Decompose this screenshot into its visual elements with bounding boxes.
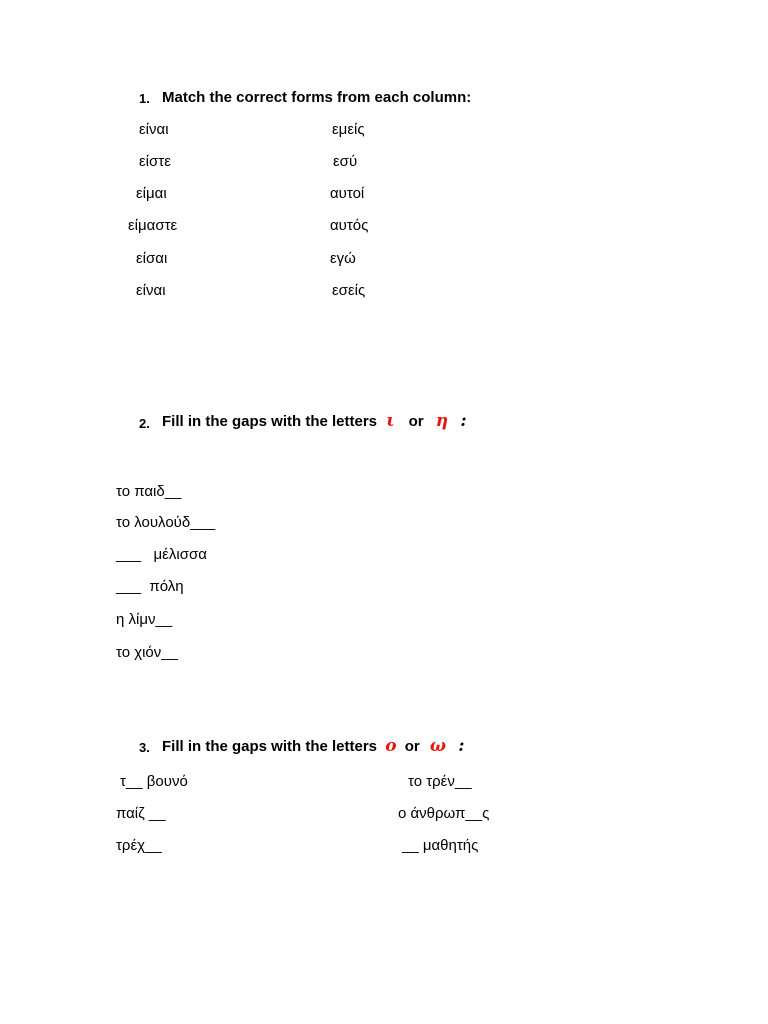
section-2-heading	[162, 412, 467, 431]
gap-item-right-3: __ μαθητής	[402, 837, 479, 854]
gap-item-right-2: ο άνθρωπ__ς	[398, 805, 490, 822]
or-word: or	[408, 413, 424, 430]
gap-item-left-2: παίζ __	[116, 805, 166, 822]
gap-item-5: η λίμν__	[116, 611, 173, 628]
verb-form-1: είναι	[139, 121, 169, 138]
section-3-heading-text: Fill in the gaps with the letters	[162, 738, 378, 755]
section-2-heading-text: Fill in the gaps with the letters	[162, 413, 378, 430]
gap-item-4: ___ πόλη	[116, 578, 184, 595]
gap-item-left-3: τρέχ__	[116, 837, 162, 854]
verb-form-2: είστε	[139, 153, 171, 170]
gap-item-3: ___ μέλισσα	[116, 546, 207, 563]
gap-item-left-1: τ__ βουνό	[120, 773, 188, 790]
section-1-number: 1.	[139, 91, 150, 106]
heading-colon: :	[460, 411, 467, 431]
pronoun-4: αυτός	[330, 217, 369, 234]
pronoun-5: εγώ	[330, 250, 356, 267]
heading-colon: :	[458, 736, 465, 756]
letter-omicron: ο	[385, 736, 397, 756]
section-3-number: 3.	[139, 740, 150, 755]
verb-form-5: είσαι	[136, 250, 168, 267]
gap-item-right-1: το τρέν__	[408, 773, 472, 790]
pronoun-3: αυτοί	[330, 185, 365, 202]
verb-form-6: είναι	[136, 282, 166, 299]
pronoun-1: εμείς	[332, 121, 365, 138]
gap-item-2: το λουλούδ___	[116, 514, 216, 531]
verb-form-3: είμαι	[136, 185, 167, 202]
pronoun-6: εσείς	[332, 282, 366, 299]
letter-omega: ω	[429, 736, 447, 756]
gap-item-1: το παιδ__	[116, 483, 182, 500]
section-1-heading: Match the correct forms from each column:	[162, 89, 472, 106]
or-word: or	[404, 738, 420, 755]
section-3-heading	[162, 737, 465, 756]
letter-iota: ι	[386, 411, 395, 431]
pronoun-2: εσύ	[333, 153, 358, 170]
gap-item-6: το χιόν__	[116, 644, 178, 661]
section-2-number: 2.	[139, 416, 150, 431]
verb-form-4: είμαστε	[128, 217, 178, 234]
letter-eta: η	[435, 411, 449, 431]
